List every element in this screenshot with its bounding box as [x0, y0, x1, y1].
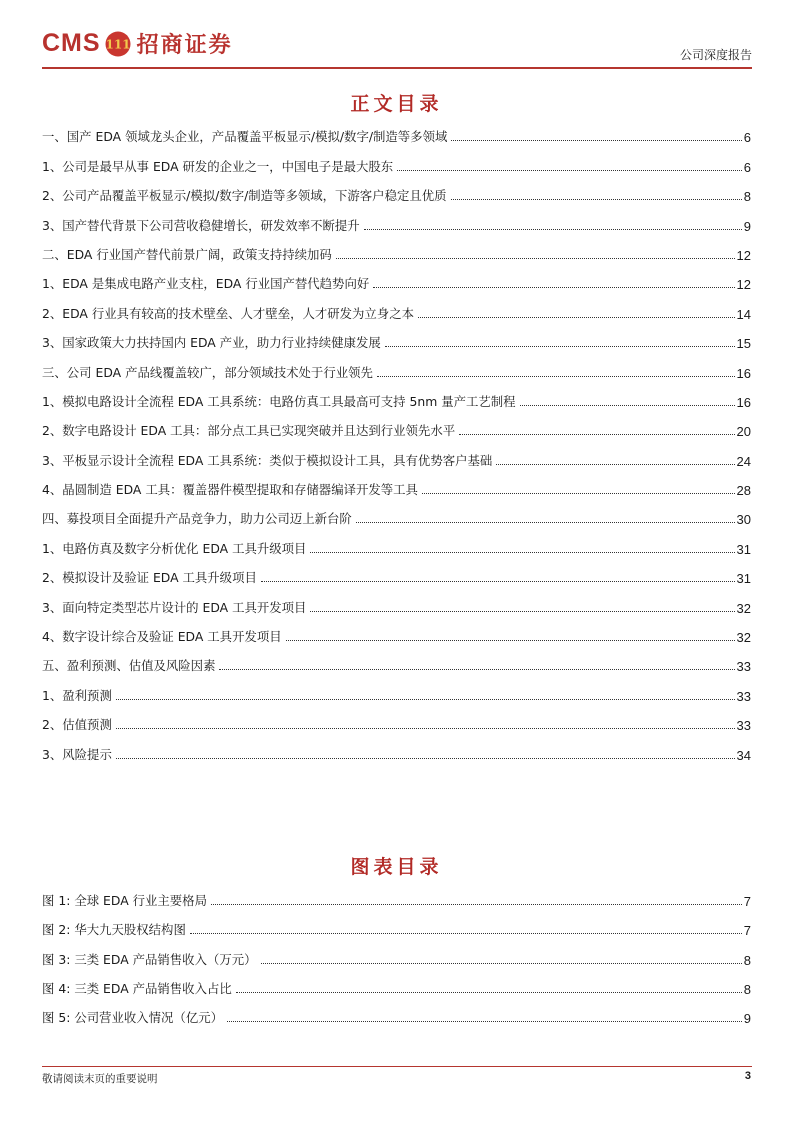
toc-entry-title: 2、EDA 行业具有较高的技术壁垒、人才壁垒，人才研发为立身之本	[42, 305, 414, 321]
figure-list-title: 图表目录	[350, 856, 443, 878]
dot-leader	[236, 992, 742, 993]
toc-entry[interactable]	[42, 557, 751, 586]
toc-entry-page: 12	[736, 247, 751, 263]
toc-entry[interactable]	[42, 410, 751, 439]
toc-entry[interactable]	[42, 116, 751, 145]
toc-entry-page: 12	[736, 277, 751, 293]
toc-entry-page: 33	[736, 659, 751, 675]
toc-entry-title: 2、公司产品覆盖平板显示/模拟/数字/制造等多领域，下游客户稳定且优质	[42, 188, 447, 204]
dot-leader	[286, 640, 735, 641]
logo-seal-icon	[105, 31, 131, 57]
dot-leader	[451, 140, 741, 141]
toc-entry[interactable]	[42, 616, 751, 645]
toc-entry-title: 一、国产 EDA 领域龙头企业，产品覆盖平板显示/模拟/数字/制造等多领域	[42, 129, 448, 145]
toc-entry-title: 四、募投项目全面提升产品竞争力，助力公司迈上新台阶	[42, 511, 352, 527]
toc-entry-page: 6	[743, 159, 751, 175]
dot-leader	[116, 728, 735, 729]
toc-entry-title: 1、盈利预测	[42, 687, 112, 703]
dot-leader	[520, 405, 735, 406]
toc-entry-title: 4、数字设计综合及验证 EDA 工具开发项目	[42, 629, 282, 645]
toc-entry[interactable]	[42, 204, 751, 233]
dot-leader	[190, 933, 742, 934]
toc-entry-title: 4、晶圆制造 EDA 工具：覆盖器件模型提取和存储器编译开发等工具	[42, 482, 418, 498]
dot-leader	[496, 464, 734, 465]
toc-entry[interactable]	[42, 527, 751, 556]
dot-leader	[385, 346, 735, 347]
toc-entry[interactable]	[42, 263, 751, 292]
toc-entry-page: 9	[743, 218, 751, 234]
toc-entry-title: 3、平板显示设计全流程 EDA 工具系统：类似于模拟设计工具，具有优势客户基础	[42, 452, 493, 468]
figure-entry-title: 图 2: 华大九天股权结构图	[42, 922, 186, 938]
toc-entry-page: 32	[736, 630, 751, 646]
figure-entry-page: 9	[743, 1010, 751, 1026]
toc-entry[interactable]	[42, 292, 751, 321]
toc-entry-page: 16	[736, 394, 751, 410]
toc-entry-page: 28	[736, 483, 751, 499]
dot-leader	[261, 963, 742, 964]
figure-entry-page: 7	[743, 923, 751, 939]
toc-entry-title: 二、EDA 行业国产替代前景广阔，政策支持持续加码	[42, 246, 332, 262]
toc-entry[interactable]	[42, 234, 751, 263]
dot-leader	[310, 611, 734, 612]
toc-entry[interactable]	[42, 586, 751, 615]
toc-entry-page: 32	[736, 600, 751, 616]
toc-entry-title: 2、数字电路设计 EDA 工具：部分点工具已实现突破并且达到行业领先水平	[42, 423, 456, 439]
dot-leader	[451, 199, 742, 200]
figure-entry-page: 8	[743, 981, 751, 997]
dot-leader	[377, 376, 735, 377]
toc-entry-title: 3、国家政策大力扶持国内 EDA 产业，助力行业持续健康发展	[42, 335, 381, 351]
toc-entry-page: 24	[736, 453, 751, 469]
footer-divider	[42, 1066, 752, 1067]
toc-entry[interactable]	[42, 645, 751, 674]
toc-entry-title: 3、风险提示	[42, 746, 112, 762]
toc-entry-page: 30	[736, 512, 751, 528]
figure-entry-title: 图 5: 公司营业收入情况（亿元）	[42, 1009, 224, 1025]
toc-entry[interactable]	[42, 674, 751, 703]
figure-entry-title: 图 4: 三类 EDA 产品销售收入占比	[42, 980, 232, 996]
dot-leader	[211, 904, 742, 905]
toc-entry[interactable]	[42, 351, 751, 380]
toc-entry-page: 8	[743, 189, 751, 205]
svg-text:111: 111	[105, 37, 131, 51]
toc-entry[interactable]	[42, 704, 751, 733]
toc-entry-title: 3、国产替代背景下公司营收稳健增长，研发效率不断提升	[42, 217, 360, 233]
dot-leader	[356, 522, 735, 523]
dot-leader	[219, 669, 734, 670]
dot-leader	[227, 1021, 742, 1022]
page-number: 3	[744, 1070, 751, 1082]
figure-entry[interactable]	[42, 997, 751, 1026]
toc-entry-page: 16	[736, 365, 751, 381]
toc-entry-title: 1、公司是最早从事 EDA 研发的企业之一，中国电子是最大股东	[42, 158, 394, 174]
toc-entry-title: 1、模拟电路设计全流程 EDA 工具系统：电路仿真工具最高可支持 5nm 量产工艺制程	[42, 393, 516, 409]
figure-entry[interactable]	[42, 968, 751, 997]
dot-leader	[397, 170, 742, 171]
logo-cn-text: 招商证券	[136, 32, 233, 58]
toc-entry-page: 31	[736, 541, 751, 557]
toc-entry-page: 31	[736, 571, 751, 587]
toc-entry-page: 34	[736, 747, 751, 763]
toc-entry[interactable]	[42, 381, 751, 410]
dot-leader	[116, 699, 735, 700]
dot-leader	[422, 493, 735, 494]
figure-entry-page: 8	[743, 952, 751, 968]
logo-cms-text: CMS	[42, 29, 101, 57]
figure-entry[interactable]	[42, 938, 751, 967]
toc-entry-title: 三、公司 EDA 产品线覆盖较广，部分领域技术处于行业领先	[42, 364, 373, 380]
toc-entry[interactable]	[42, 145, 751, 174]
company-logo	[42, 28, 233, 59]
toc-entry-title: 1、EDA 是集成电路产业支柱，EDA 行业国产替代趋势向好	[42, 276, 370, 292]
toc-entry[interactable]	[42, 733, 751, 762]
toc-entry[interactable]	[42, 469, 751, 498]
dot-leader	[373, 287, 734, 288]
dot-leader	[459, 434, 734, 435]
toc-entry-page: 33	[736, 718, 751, 734]
toc-entry-page: 20	[736, 424, 751, 440]
toc-entry-title: 2、模拟设计及验证 EDA 工具升级项目	[42, 570, 257, 586]
toc-entry-title: 3、面向特定类型芯片设计的 EDA 工具开发项目	[42, 599, 307, 615]
toc-entry-page: 6	[743, 130, 751, 146]
dot-leader	[310, 552, 734, 553]
toc-entry-page: 33	[736, 688, 751, 704]
report-type-label: 公司深度报告	[679, 48, 752, 62]
header-divider	[42, 67, 752, 69]
dot-leader	[336, 258, 735, 259]
toc-entry-page: 14	[736, 306, 751, 322]
toc-entry-title: 五、盈利预测、估值及风险因素	[42, 658, 216, 674]
figure-entry[interactable]	[42, 880, 751, 909]
dot-leader	[116, 758, 735, 759]
figure-entry-title: 图 3: 三类 EDA 产品销售收入（万元）	[42, 951, 257, 967]
figure-entry[interactable]	[42, 909, 751, 938]
toc-entry-title: 1、电路仿真及数字分析优化 EDA 工具升级项目	[42, 540, 307, 556]
page-header	[42, 26, 752, 66]
toc-entry-page: 15	[736, 336, 751, 352]
toc-title: 正文目录	[350, 93, 443, 115]
toc-entry[interactable]	[42, 439, 751, 468]
toc-list	[42, 116, 751, 763]
dot-leader	[261, 581, 735, 582]
figure-entry-page: 7	[743, 894, 751, 910]
toc-entry[interactable]	[42, 498, 751, 527]
toc-entry[interactable]	[42, 175, 751, 204]
figure-list	[42, 880, 751, 1026]
toc-entry-title: 2、估值预测	[42, 717, 112, 733]
dot-leader	[364, 229, 742, 230]
figure-entry-title: 图 1: 全球 EDA 行业主要格局	[42, 893, 207, 909]
footer-disclaimer: 敬请阅读末页的重要说明	[42, 1073, 158, 1085]
dot-leader	[418, 317, 735, 318]
toc-entry[interactable]	[42, 322, 751, 351]
